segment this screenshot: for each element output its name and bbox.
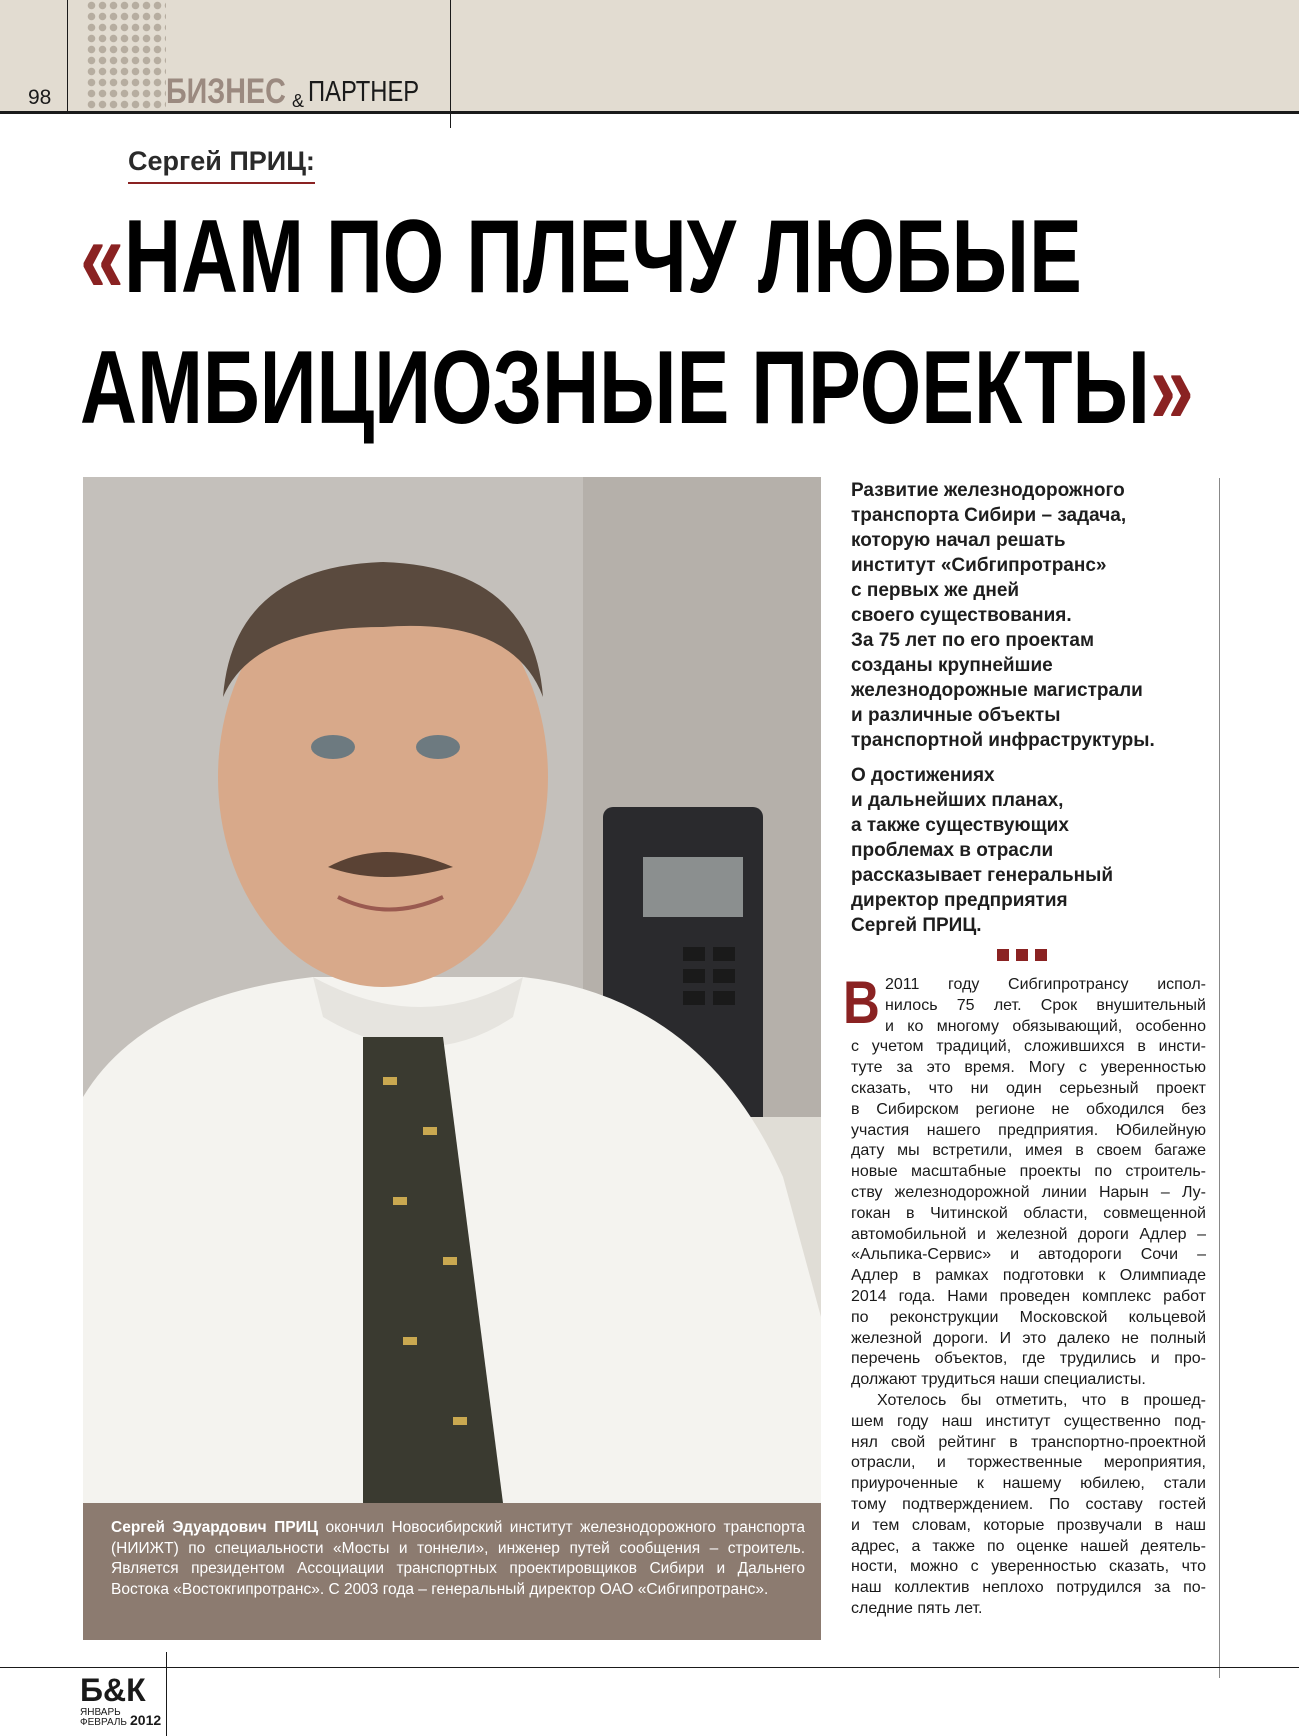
body-line: перечень объектов, где трудились и про- xyxy=(851,1350,1206,1368)
body-line: с учетом традиций, сложившихся в инсти- xyxy=(851,1038,1206,1056)
caption-name: Сергей Эдуардович ПРИЦ xyxy=(111,1519,319,1536)
body-line: нял свой рейтинг в транспортно-проектной xyxy=(851,1433,1206,1451)
section-amp: & xyxy=(292,91,305,111)
body-line: и ко многому обязывающий, особенно xyxy=(885,1017,1206,1035)
intro-paragraph-1 xyxy=(851,478,1211,753)
section-separator xyxy=(997,948,1054,966)
body-line: приуроченные к нашему юбилею, стали xyxy=(851,1475,1206,1493)
intro-line: рассказывает генеральный xyxy=(851,865,1114,886)
section-word-1: БИЗНЕС xyxy=(166,72,286,111)
intro-line: созданы крупнейшие xyxy=(851,655,1053,676)
body-line: следние пять лет. xyxy=(851,1599,983,1617)
column-rule xyxy=(1219,478,1220,1678)
photo-caption xyxy=(83,1503,821,1640)
intro-lead xyxy=(851,478,1211,948)
section-word-2: ПАРТНЕР xyxy=(308,76,420,108)
intro-line: О достижениях xyxy=(851,765,995,786)
top-rule xyxy=(0,111,1299,114)
body-line: автомобильной и железной дороги Адлер – xyxy=(851,1225,1206,1243)
intro-line: транспортной инфраструктуры. xyxy=(851,730,1155,751)
magazine-year: 2012 xyxy=(130,1712,162,1728)
intro-line: Сергей ПРИЦ. xyxy=(851,915,982,936)
page-number: 98 xyxy=(28,86,52,109)
intro-line: проблемах в отрасли xyxy=(851,840,1054,861)
body-line: ству железнодорожной линии Нарын – Лу- xyxy=(851,1183,1206,1201)
body-line: адрес, а также по оценке нашей деятель- xyxy=(851,1537,1206,1555)
caption-text: окончил Новосибирский институт железнодорожного транспорта (НИИЖТ) по специальности «Мосты и тоннели», инженер путей сообщения – строитель. Является президентом Ассоциации транспортных проектировщиков Сибири и Дальнего Востока «Востокгипротранс». С 2003 года – генеральный директор ОАО «Сибгипротранс». xyxy=(111,1519,805,1598)
intro-line: и различные объекты xyxy=(851,705,1061,726)
intro-line: Развитие железнодорожного xyxy=(851,480,1125,501)
header-divider-right xyxy=(450,0,451,128)
body-line: по реконструкции Московской кольцевой xyxy=(851,1308,1206,1326)
body-line: 2014 года. Нами проведен комплекс работ xyxy=(851,1287,1206,1305)
footer-divider xyxy=(166,1652,167,1736)
footer-rule xyxy=(0,1667,1299,1668)
body-line: должают трудиться наши специалисты. xyxy=(851,1371,1146,1389)
body-line: и тем словам, которые прозвучали в наш xyxy=(851,1516,1206,1534)
magazine-logo xyxy=(80,1672,162,1728)
magazine-months xyxy=(80,1708,127,1728)
body-line: железной дороги. И это далеко не полный xyxy=(851,1329,1206,1347)
header-divider-left xyxy=(67,0,68,111)
body-line: Хотелось бы отметить, что в прошед- xyxy=(877,1391,1206,1409)
headline-line-2-text: АМБИЦИОЗНЫЕ ПРОЕКТЫ» xyxy=(80,330,1194,446)
portrait-illustration xyxy=(83,477,821,1503)
intro-line: которую начал решать xyxy=(851,530,1066,551)
portrait-photo xyxy=(83,477,821,1503)
intro-line: транспорта Сибири – задача, xyxy=(851,505,1127,526)
body-line: новые масштабные проекты по строитель- xyxy=(851,1163,1206,1181)
intro-line: своего существования. xyxy=(851,605,1072,626)
drop-cap: В xyxy=(843,969,880,1036)
body-line: в Сибирском регионе не обходился без xyxy=(851,1100,1206,1118)
body-line: отрасли, и торжественные мероприятия, xyxy=(851,1454,1206,1472)
section-logo xyxy=(166,72,420,111)
body-line: ности, можно с уверенностью сказать, что xyxy=(851,1558,1206,1576)
body-line: сказать, что ни один серьезный проект xyxy=(851,1079,1206,1097)
body-line: нилось 75 лет. Срок внушительный xyxy=(885,996,1206,1014)
body-line: участия нашего предприятия. Юбилейную xyxy=(851,1121,1206,1139)
article-body xyxy=(851,975,1206,1620)
intro-line: директор предприятия xyxy=(851,890,1068,911)
body-line: туте за это время. Могу с уверенностью xyxy=(851,1059,1206,1077)
body-line: Адлер в рамках подготовки к Олимпиаде xyxy=(851,1267,1206,1285)
dot-pattern xyxy=(86,0,166,110)
intro-line: а также существующих xyxy=(851,815,1069,836)
body-line: тому подтверждением. По составу гостей xyxy=(851,1495,1206,1513)
month-2: ФЕВРАЛЬ xyxy=(80,1717,127,1728)
intro-line: За 75 лет по его проектам xyxy=(851,630,1095,651)
month-1: ЯНВАРЬ xyxy=(80,1707,121,1718)
headline-line-2 xyxy=(80,330,1299,446)
body-line: 2011 году Сибгипротрансу испол- xyxy=(885,976,1206,993)
body-line: шем году наш институт существенно под- xyxy=(851,1412,1206,1430)
intro-paragraph-2 xyxy=(851,763,1211,938)
headline-line-1-text: «НАМ ПО ПЛЕЧУ ЛЮБЫЕ xyxy=(80,199,1082,315)
intro-line: институт «Сибгипротранс» xyxy=(851,555,1107,576)
magazine-name: Б&К xyxy=(80,1672,146,1708)
headline-line-1 xyxy=(80,199,1299,315)
byline: Сергей ПРИЦ: xyxy=(128,146,315,184)
intro-line: и дальнейших планах, xyxy=(851,790,1064,811)
intro-line: железнодорожные магистрали xyxy=(851,680,1143,701)
body-line: «Альпика-Сервис» и автодороги Сочи – xyxy=(851,1246,1206,1264)
body-line: гокан в Читинской области, совмещенной xyxy=(851,1204,1206,1222)
body-line: дату мы встретили, имея в своем багаже xyxy=(851,1142,1206,1160)
body-line: наш коллектив неплохо потрудился за по- xyxy=(851,1579,1206,1597)
intro-line: с первых же дней xyxy=(851,580,1020,601)
